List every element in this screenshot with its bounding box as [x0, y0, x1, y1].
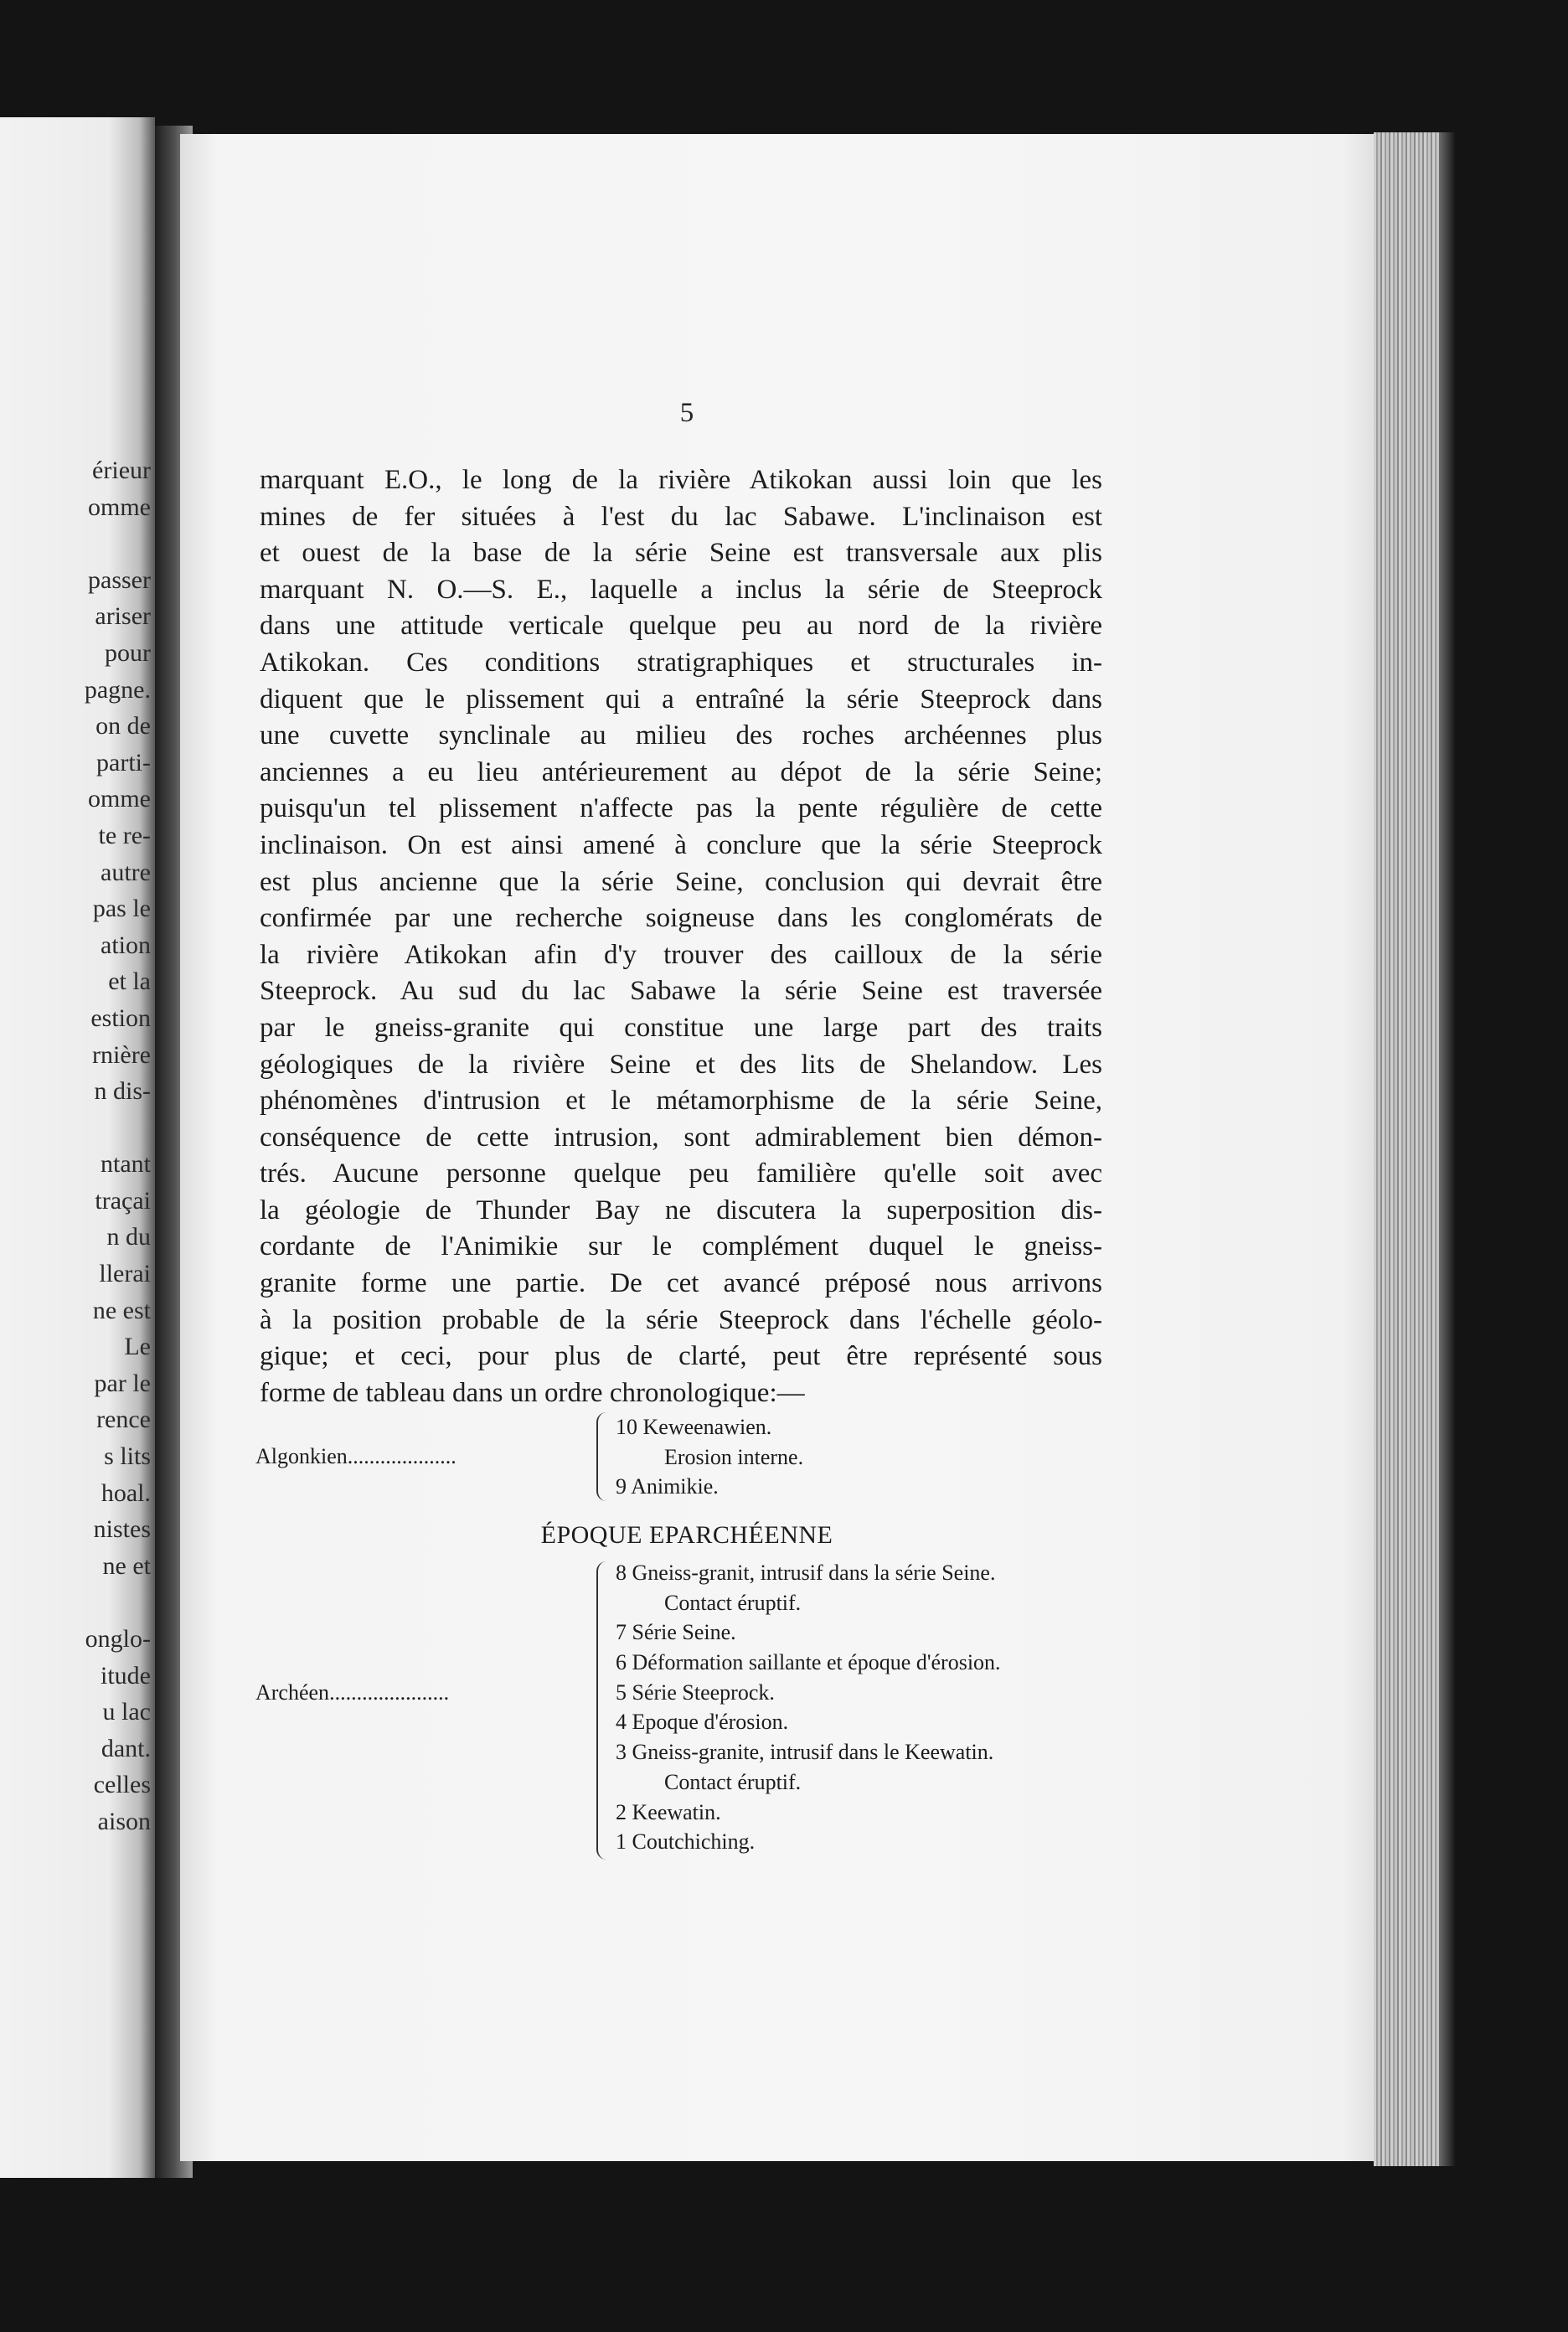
prev-line: ariser	[95, 602, 151, 631]
prev-line: et la	[108, 967, 151, 996]
text-line: phénomènes d'intrusion et le métamorphisme de la série Seine,	[260, 1086, 1102, 1117]
prev-line: passer	[88, 565, 151, 594]
text-line: marquant N. O.—S. E., laquelle a inclus la série de Steeprock	[260, 574, 1102, 605]
archeen-label	[255, 1680, 449, 1705]
prev-line	[0, 1584, 151, 1621]
text-line: conséquence de cette intrusion, sont admirablement bien démon-	[260, 1122, 1102, 1153]
table-entry: 2 Keewatin.	[616, 1799, 721, 1824]
text-line: mines de fer situées à l'est du lac Sabawe. L'inclinaison est	[260, 501, 1102, 532]
prev-line	[0, 1110, 151, 1147]
algonkien-name: Algonkien	[255, 1444, 348, 1468]
table-entry: 6 Déformation saillante et époque d'érosion.	[616, 1650, 1001, 1675]
prev-line: traçai	[95, 1186, 151, 1215]
prev-line: omme	[88, 785, 151, 813]
previous-page-text	[0, 452, 151, 1840]
page-edge-shadow	[1439, 132, 1456, 2166]
text-line: trés. Aucune personne quelque peu familière qu'elle soit avec	[260, 1158, 1102, 1189]
prev-line: on de	[95, 712, 151, 740]
text-line: anciennes a eu lieu antérieurement au dépot de la série Seine;	[260, 756, 1102, 787]
table-entry: Contact éruptif.	[664, 1590, 802, 1615]
prev-line: onglo-	[85, 1625, 151, 1653]
algonkien-leader: ....................	[347, 1444, 456, 1468]
prev-line: n du	[106, 1223, 151, 1251]
prev-line: érieur	[92, 457, 151, 484]
text-line: Steeprock. Au sud du lac Sabawe la série Seine est traversée	[260, 976, 1102, 1007]
prev-line: hoal.	[101, 1478, 151, 1507]
prev-line: n dis-	[94, 1077, 151, 1106]
prev-line: llerai	[99, 1260, 151, 1288]
prev-line: rence	[96, 1406, 151, 1434]
text-line: la géologie de Thunder Bay ne discutera la superposition dis-	[260, 1194, 1102, 1225]
table-entry: 4 Epoque d'érosion.	[616, 1710, 789, 1735]
table-entry: 3 Gneiss-granite, intrusif dans le Keewatin.	[616, 1740, 994, 1765]
algonkien-entries	[616, 1412, 803, 1502]
text-line: et ouest de la base de la série Seine est transversale aux plis	[260, 538, 1102, 569]
prev-line: estion	[90, 1003, 151, 1032]
prev-line: ation	[101, 931, 151, 959]
text-line: une cuvette synclinale au milieu des roches archéennes plus	[260, 720, 1102, 751]
text-line: est plus ancienne que la série Seine, conclusion qui devrait être	[260, 866, 1102, 897]
text-line: Atikokan. Ces conditions stratigraphiques et structurales in-	[260, 647, 1102, 678]
text-line: dans une attitude verticale quelque peu au nord de la rivière	[260, 611, 1102, 642]
prev-line: parti-	[96, 748, 151, 776]
prev-line: te re-	[98, 821, 151, 849]
prev-line: nistes	[93, 1515, 151, 1544]
archeen-leader: ......................	[329, 1680, 450, 1705]
table-entry: 10 Keweenawien.	[616, 1415, 772, 1439]
text-line: confirmée par une recherche soigneuse dans les conglomérats de	[260, 903, 1102, 934]
prev-line: ne est	[92, 1296, 151, 1324]
prev-line: itude	[101, 1661, 151, 1690]
text-line: cordante de l'Animikie sur le complément duquel le gneiss-	[260, 1231, 1102, 1262]
body-paragraph	[260, 462, 1102, 1411]
prev-line: Le	[124, 1333, 151, 1361]
text-line: inclinaison. On est ainsi amené à conclure que la série Steeprock	[260, 829, 1102, 860]
text-line: puisqu'un tel plissement n'affecte pas la pente régulière de cette	[260, 793, 1102, 824]
archeen-brace	[596, 1561, 610, 1860]
prev-line: omme	[88, 493, 151, 521]
prev-line: aison	[97, 1807, 151, 1835]
table-entry: 5 Série Steeprock.	[616, 1679, 775, 1705]
page-number: 5	[679, 398, 694, 428]
epoch-heading: ÉPOQUE EPARCHÉENNE	[540, 1521, 833, 1549]
archeen-entries	[616, 1558, 1001, 1857]
prev-line: pagne.	[84, 675, 151, 704]
table-entry: 7 Série Seine.	[616, 1620, 736, 1645]
prev-line: pour	[105, 638, 151, 667]
algonkien-label	[255, 1444, 456, 1469]
text-line: gique; et ceci, pour plus de clarté, peut être représenté sous	[260, 1341, 1102, 1372]
algonkien-brace	[596, 1412, 610, 1501]
prev-line: dant.	[101, 1734, 151, 1762]
text-line: granite forme une partie. De cet avancé préposé nous arrivons	[260, 1268, 1102, 1299]
text-line: marquant E.O., le long de la rivière Atikokan aussi loin que les	[260, 465, 1102, 495]
table-entry: 1 Coutchiching.	[616, 1829, 756, 1855]
prev-line: par le	[94, 1369, 151, 1397]
archeen-name: Archéen	[255, 1680, 330, 1705]
prev-line: celles	[93, 1771, 151, 1799]
prev-line	[0, 525, 151, 562]
text-line: forme de tableau dans un ordre chronologique:—	[260, 1377, 805, 1408]
table-entry: 8 Gneiss-granit, intrusif dans la série Seine.	[616, 1561, 996, 1585]
prev-line: u lac	[102, 1698, 151, 1726]
text-line: par le gneiss-granite qui constitue une large part des traits	[260, 1012, 1102, 1043]
prev-line: pas le	[92, 895, 151, 923]
prev-line: autre	[101, 858, 151, 886]
prev-line: ntant	[101, 1150, 151, 1179]
prev-line: s lits	[104, 1442, 151, 1471]
table-entry: Erosion interne.	[664, 1444, 804, 1469]
text-line: diquent que le plissement qui a entraîné la série Steeprock dans	[260, 684, 1102, 715]
page-fore-edge	[1374, 132, 1439, 2166]
prev-line: rnière	[92, 1040, 151, 1069]
text-line: à la position probable de la série Steeprock dans l'échelle géolo-	[260, 1304, 1102, 1335]
text-line: géologiques de la rivière Seine et des lits de Shelandow. Les	[260, 1049, 1102, 1080]
table-entry: 9 Animikie.	[616, 1474, 719, 1499]
table-entry: Contact éruptif.	[664, 1769, 802, 1794]
prev-line: ne et	[102, 1551, 151, 1580]
text-line: la rivière Atikokan afin d'y trouver des cailloux de la série	[260, 939, 1102, 970]
